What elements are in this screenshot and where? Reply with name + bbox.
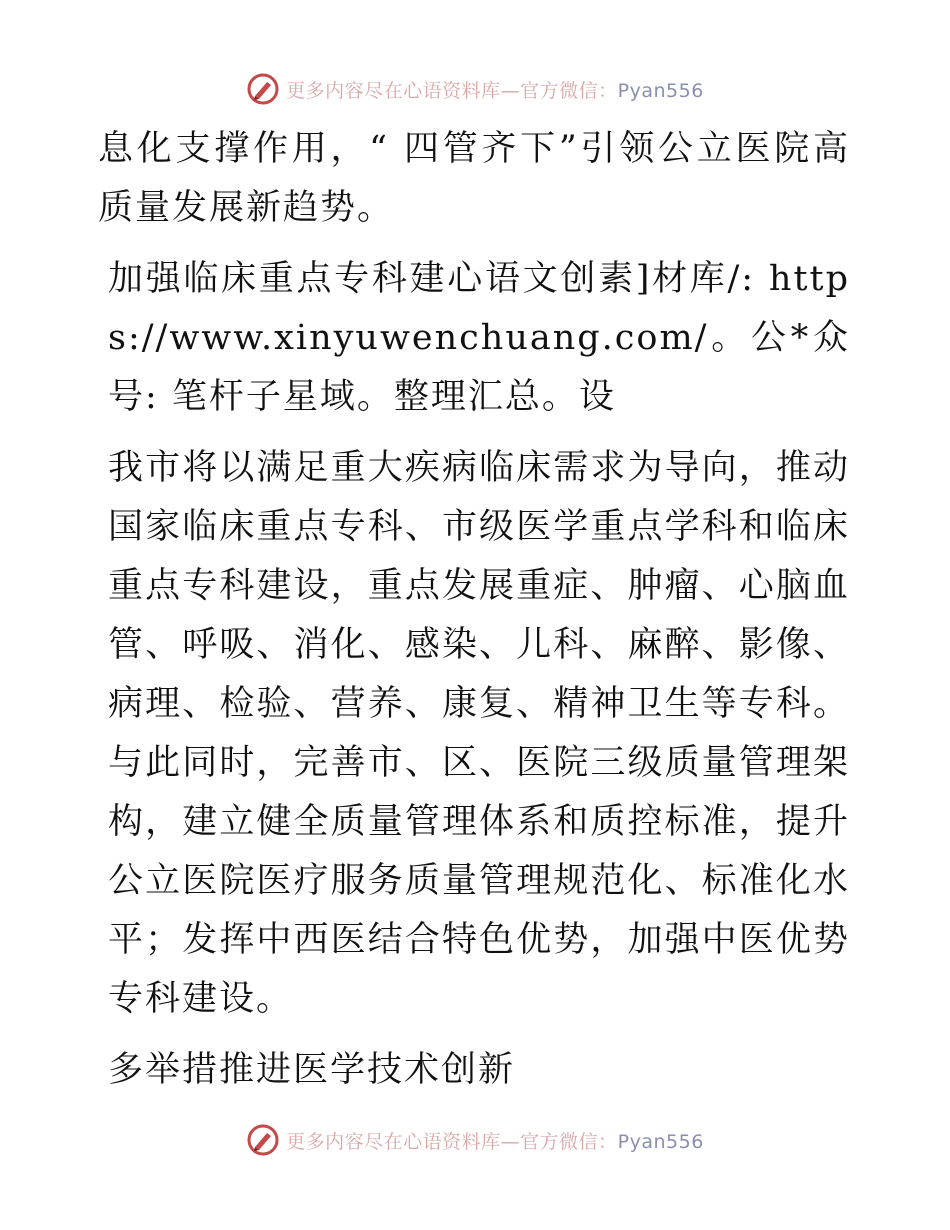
header-watermark bbox=[0, 72, 950, 106]
watermark-text: 更多内容尽在心语资料库—官方微信：Pyan556 bbox=[286, 1130, 704, 1153]
watermark-text: 更多内容尽在心语资料库—官方微信：Pyan556 bbox=[286, 79, 704, 102]
paragraph-2: 加强临床重点专科建心语文创素]材库/: https://www.xinyuwenchuang.com/。公*众号: 笔杆子星域。整理汇总。设 bbox=[108, 259, 850, 417]
pen-logo-icon bbox=[246, 72, 280, 106]
section-heading: 多举措推进医学技术创新 bbox=[108, 1050, 516, 1090]
paragraph-1: 息化支撑作用，“ 四管齐下”引领公立医院高质量发展新趋势。 bbox=[98, 129, 850, 228]
pen-logo-icon bbox=[246, 1123, 280, 1157]
document-body bbox=[98, 120, 850, 1112]
footer-watermark bbox=[0, 1123, 950, 1157]
paragraph-3: 我市将以满足重大疾病临床需求为导向，推动国家临床重点专科、市级医学重点学科和临床重点专科建设，重点发展重症、肿瘤、心脑血管、呼吸、消化、感染、儿科、麻醉、影像、病理、检验、营养、康复、精神卫生等专科。与此同时，完善市、区、医院三级质量管理架构，建立健全质量管理体系和质控标准，提升公立医院医疗服务质量管理规范化、标准化水平；发挥中西医结合特色优势，加强中医优势专科建设。 bbox=[108, 448, 850, 1019]
